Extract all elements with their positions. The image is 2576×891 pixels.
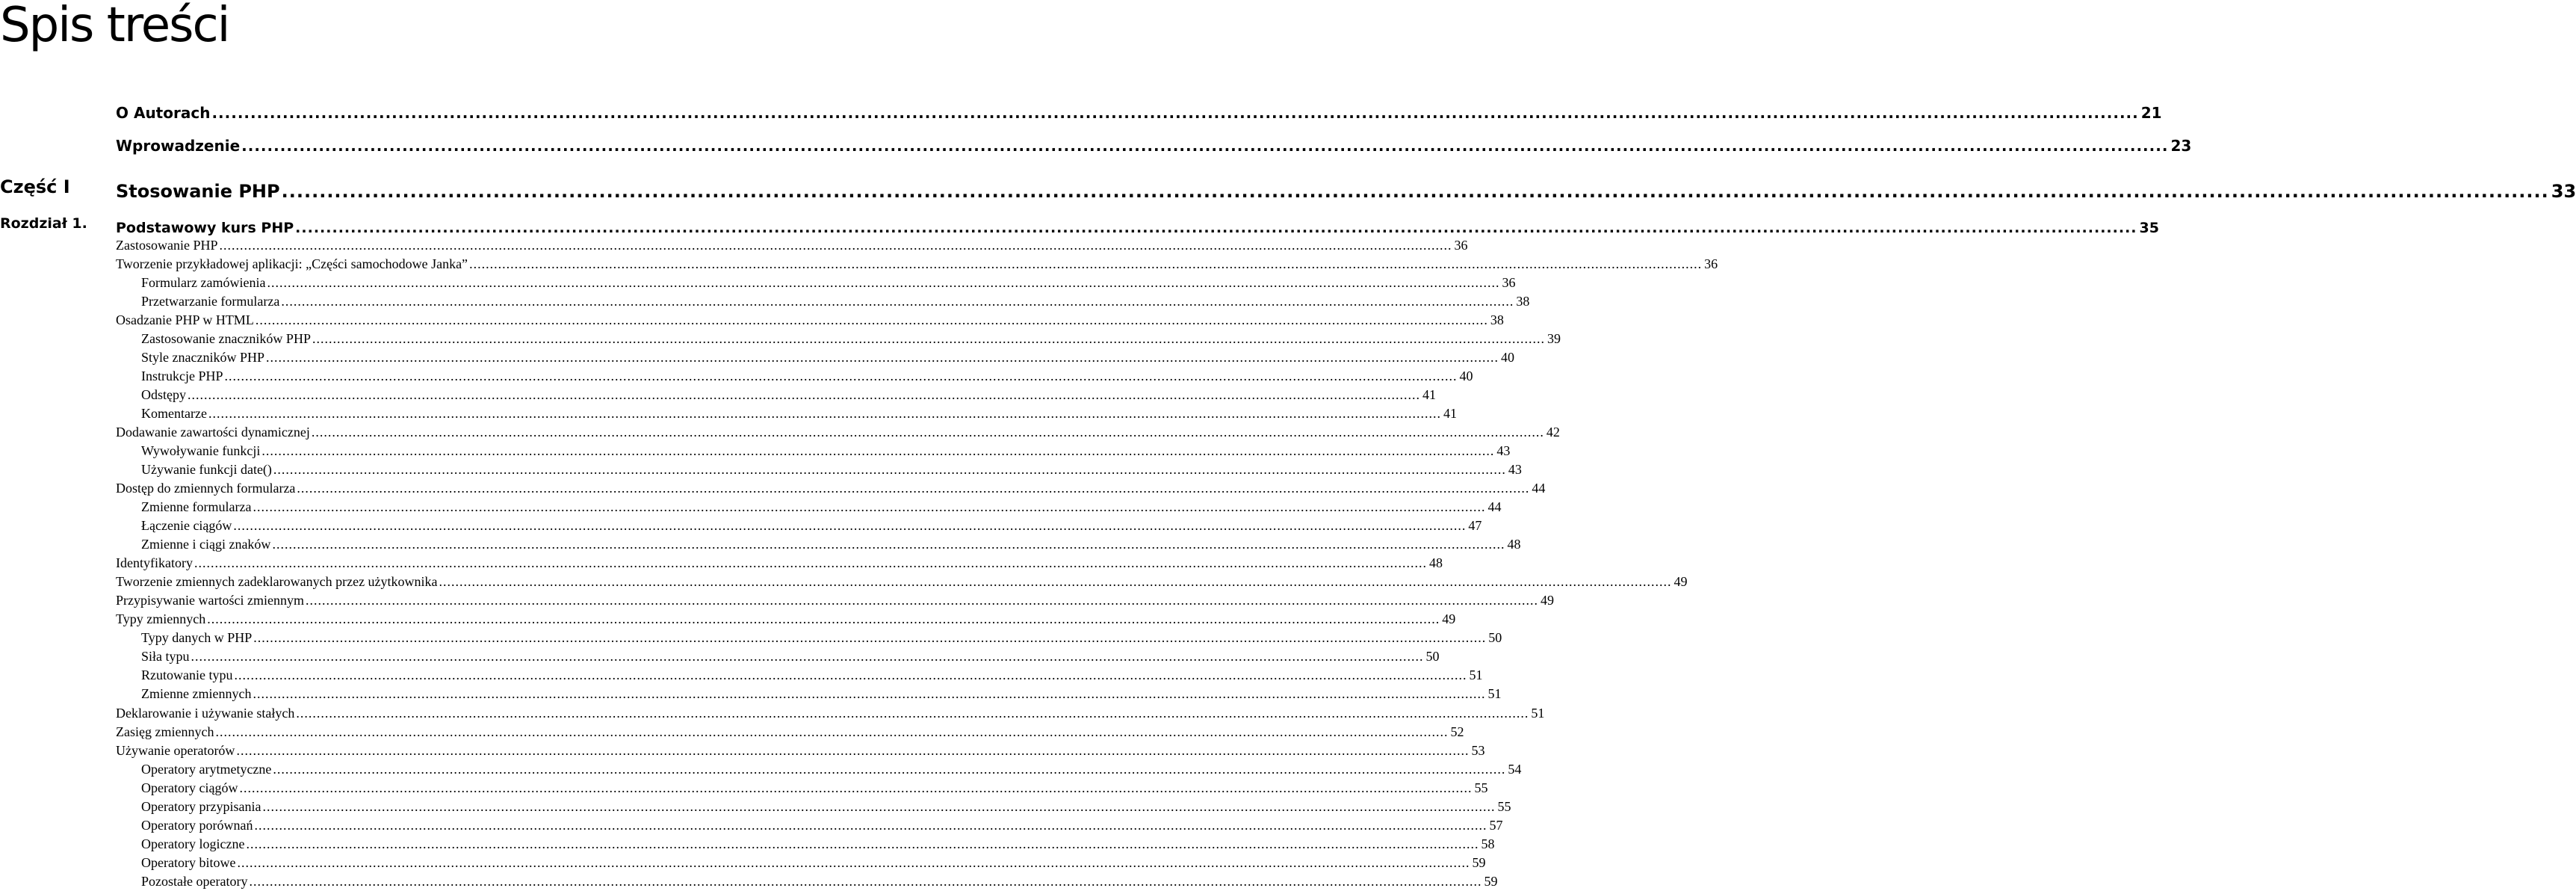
toc-entry-page: 55 <box>1474 780 1488 795</box>
toc-entry-label: Podstawowy kurs PHP <box>116 220 294 236</box>
dot-leader: ............................................................................................................................................................................................................................................................................................................ <box>281 294 1514 309</box>
toc-entry[interactable] <box>141 647 1440 665</box>
toc-entry[interactable] <box>116 254 1718 272</box>
toc-entry-label: Operatory ciągów <box>141 780 238 795</box>
toc-entry-label: Typy zmiennych <box>116 611 206 626</box>
toc-entry[interactable] <box>116 478 1546 496</box>
toc-entry-label: Formularz zamówienia <box>141 275 266 290</box>
dot-leader: ............................................................................................................................................................................................................................................................................................................ <box>273 762 1506 777</box>
toc-entry[interactable] <box>141 273 1516 291</box>
toc-entry-page: 48 <box>1428 555 1443 570</box>
toc-entry-label: Siła typu <box>141 649 190 664</box>
dot-leader: ............................................................................................................................................................................................................................................................................................................ <box>439 574 1672 589</box>
toc-entry-page: 44 <box>1532 481 1546 496</box>
toc-entry[interactable] <box>141 816 1503 833</box>
toc-entry-page: 39 <box>1546 331 1561 346</box>
toc-entry-label: Wprowadzenie <box>116 137 241 155</box>
toc-entry-page: 51 <box>1487 686 1502 701</box>
dot-leader: ............................................................................................................................................................................................................................................................................................................ <box>254 818 1487 833</box>
toc-entry-label: Przypisywanie wartości zmiennym <box>116 593 304 608</box>
dot-leader: ............................................................................................................................................................................................................................................................................................................ <box>208 406 1441 421</box>
toc-entry-label: Używanie operatorów <box>116 743 235 758</box>
part-number: Część I <box>0 176 70 197</box>
dot-leader: ............................................................................................................................................................................................................................................................................................................ <box>237 855 1470 870</box>
toc-entry-label: Rzutowanie typu <box>141 668 233 682</box>
toc-entry[interactable] <box>141 329 1561 347</box>
toc-entry-label: Dostęp do zmiennych formularza <box>116 481 296 496</box>
toc-entry-label: Operatory bitowe <box>141 855 236 870</box>
toc-entry-page: 51 <box>1531 706 1545 721</box>
toc-entry[interactable] <box>116 609 1456 627</box>
toc-entry[interactable] <box>116 553 1443 571</box>
toc-entry-label: Tworzenie przykładowej aplikacji: „Części samochodowe Janka” <box>116 256 468 271</box>
toc-entry[interactable] <box>141 778 1488 796</box>
dot-leader: ............................................................................................................................................................................................................................................................................................................ <box>469 256 1703 271</box>
toc-entry-page: 55 <box>1497 799 1511 814</box>
toc-entry-label: Tworzenie zmiennych zadeklarowanych przez użytkownika <box>116 574 438 589</box>
toc-entry[interactable] <box>141 797 1511 815</box>
toc-entry-label: Identyfikatory <box>116 555 193 570</box>
dot-leader: ............................................................................................................................................................................................................................................................................................................ <box>296 706 1529 721</box>
toc-entry-page: 40 <box>1459 369 1473 383</box>
toc-entry-label: Używanie funkcji date() <box>141 462 272 477</box>
dot-leader: ............................................................................................................................................................................................................................................................................................................ <box>224 369 1458 383</box>
toc-entry[interactable] <box>141 460 1522 478</box>
toc-entry[interactable] <box>141 366 1473 384</box>
toc-entry-wprowadzenie[interactable] <box>116 132 2192 155</box>
dot-leader: ............................................................................................................................................................................................................................................................................................................ <box>246 836 1479 851</box>
dot-leader: ............................................................................................................................................................................................................................................................................................................ <box>295 220 2137 236</box>
dot-leader: ............................................................................................................................................................................................................................................................................................................ <box>249 874 1482 889</box>
toc-entry[interactable] <box>116 741 1485 759</box>
toc-entry-label: Pozostałe operatory <box>141 874 248 889</box>
toc-entry-page: 36 <box>1704 256 1718 271</box>
dot-leader: ............................................................................................................................................................................................................................................................................................................ <box>253 630 1487 645</box>
toc-entry[interactable] <box>141 348 1514 366</box>
dot-leader: ............................................................................................................................................................................................................................................................................................................ <box>211 104 2139 122</box>
toc-entry-page: 33 <box>2551 181 2576 202</box>
dot-leader: ............................................................................................................................................................................................................................................................................................................ <box>233 518 1467 533</box>
toc-entry-label: Stosowanie PHP <box>116 181 280 202</box>
toc-entry-page: 49 <box>1674 574 1688 589</box>
toc-entry-label: Zastosowanie znaczników PHP <box>141 331 311 346</box>
dot-leader: ............................................................................................................................................................................................................................................................................................................ <box>236 743 1470 758</box>
toc-entry-label: Operatory porównań <box>141 818 253 833</box>
toc-entry-label: Odstępy <box>141 387 186 402</box>
toc-entry-page: 35 <box>2139 220 2159 236</box>
toc-entry-label: Wywoływanie funkcji <box>141 443 261 458</box>
toc-entry-page: 59 <box>1484 874 1498 889</box>
dot-leader: ............................................................................................................................................................................................................................................................................................................ <box>273 462 1506 477</box>
toc-entry-page: 48 <box>1507 537 1521 552</box>
toc-entry-page: 52 <box>1450 724 1464 739</box>
toc-entry-page: 57 <box>1489 818 1503 833</box>
toc-entry-label: Komentarze <box>141 406 207 421</box>
dot-leader: ............................................................................................................................................................................................................................................................................................................ <box>272 537 1505 552</box>
dot-leader: ............................................................................................................................................................................................................................................................................................................ <box>253 499 1486 514</box>
toc-entry-label: Zmienne formularza <box>141 499 252 514</box>
toc-entry-page: 36 <box>1502 275 1516 290</box>
toc-entry-page: 43 <box>1508 462 1522 477</box>
toc-entry-page: 40 <box>1500 350 1514 365</box>
toc-entry[interactable] <box>116 235 1468 253</box>
dot-leader: ............................................................................................................................................................................................................................................................................................................ <box>191 649 1424 664</box>
toc-entry-label: Operatory przypisania <box>141 799 261 814</box>
toc-entry-label: Zastosowanie PHP <box>116 238 218 253</box>
toc-entry-label: Zmienne zmiennych <box>141 686 252 701</box>
dot-leader: ............................................................................................................................................................................................................................................................................................................ <box>305 593 1538 608</box>
dot-leader: ............................................................................................................................................................................................................................................................................................................ <box>267 275 1500 290</box>
toc-entry-label: Zasięg zmiennych <box>116 724 214 739</box>
dot-leader: ............................................................................................................................................................................................................................................................................................................ <box>241 137 2169 155</box>
dot-leader: ............................................................................................................................................................................................................................................................................................................ <box>297 481 1530 496</box>
toc-entry-page: 42 <box>1546 425 1560 440</box>
toc-entry[interactable] <box>116 572 1688 590</box>
toc-entry-label: Deklarowanie i używanie stałych <box>116 706 295 721</box>
toc-entry-label: Przetwarzanie formularza <box>141 294 280 309</box>
dot-leader: ............................................................................................................................................................................................................................................................................................................ <box>219 238 1452 253</box>
toc-entry[interactable] <box>116 310 1504 328</box>
toc-entry-page: 59 <box>1472 855 1486 870</box>
dot-leader: ............................................................................................................................................................................................................................................................................................................ <box>253 686 1486 701</box>
toc-entry[interactable] <box>141 872 1498 890</box>
toc-entry-page: 50 <box>1425 649 1440 664</box>
toc-entry[interactable] <box>116 591 1554 608</box>
toc-entry-page: 41 <box>1443 406 1457 421</box>
toc-entry-label: Typy danych w PHP <box>141 630 253 645</box>
toc-entry-page: 49 <box>1540 593 1554 608</box>
toc-entry-label: Osadzanie PHP w HTML <box>116 312 254 327</box>
toc-entry-label: Operatory logiczne <box>141 836 245 851</box>
toc-entry-page: 51 <box>1469 668 1483 682</box>
toc-entry-page: 43 <box>1496 443 1511 458</box>
toc-entry-page: 44 <box>1487 499 1502 514</box>
dot-leader: ............................................................................................................................................................................................................................................................................................................ <box>311 425 1544 440</box>
toc-entry-page: 21 <box>2140 104 2162 122</box>
dot-leader: ............................................................................................................................................................................................................................................................................................................ <box>281 181 2549 202</box>
toc-entry-page: 54 <box>1508 762 1522 777</box>
dot-leader: ............................................................................................................................................................................................................................................................................................................ <box>312 331 1545 346</box>
toc-entry-label: Instrukcje PHP <box>141 369 223 383</box>
toc-entry-page: 47 <box>1468 518 1482 533</box>
dot-leader: ............................................................................................................................................................................................................................................................................................................ <box>255 312 1488 327</box>
toc-entry-page: 38 <box>1490 312 1504 327</box>
toc-entry-part[interactable] <box>116 176 2576 202</box>
toc-entry-label: Operatory arytmetyczne <box>141 762 272 777</box>
chapter-number: Rozdział 1. <box>0 215 87 232</box>
toc-entry-page: 50 <box>1488 630 1502 645</box>
toc-entry-label: O Autorach <box>116 104 211 122</box>
toc-entry[interactable] <box>141 292 1530 309</box>
toc-entry[interactable] <box>141 665 1483 683</box>
toc-entry[interactable] <box>141 516 1482 534</box>
page-title: Spis treści <box>0 0 229 53</box>
toc-entry[interactable] <box>141 497 1502 515</box>
toc-entry-page: 41 <box>1422 387 1436 402</box>
dot-leader: ............................................................................................................................................................................................................................................................................................................ <box>265 350 1499 365</box>
toc-entry[interactable] <box>141 684 1502 702</box>
dot-leader: ............................................................................................................................................................................................................................................................................................................ <box>234 668 1467 682</box>
toc-entry-page: 36 <box>1454 238 1468 253</box>
toc-entry[interactable] <box>116 722 1464 740</box>
dot-leader: ............................................................................................................................................................................................................................................................................................................ <box>193 555 1427 570</box>
toc-entry-label: Zmienne i ciągi znaków <box>141 537 271 552</box>
dot-leader: ............................................................................................................................................................................................................................................................................................................ <box>215 724 1449 739</box>
dot-leader: ............................................................................................................................................................................................................................................................................................................ <box>207 611 1440 626</box>
toc-entry-label: Style znaczników PHP <box>141 350 264 365</box>
toc-entry-chapter[interactable] <box>116 215 2159 236</box>
toc-entry-page: 49 <box>1442 611 1456 626</box>
toc-entry[interactable] <box>116 703 1545 721</box>
dot-leader: ............................................................................................................................................................................................................................................................................................................ <box>188 387 1420 402</box>
dot-leader: ............................................................................................................................................................................................................................................................................................................ <box>262 799 1496 814</box>
dot-leader: ............................................................................................................................................................................................................................................................................................................ <box>261 443 1495 458</box>
toc-entry-page: 53 <box>1471 743 1485 758</box>
dot-leader: ............................................................................................................................................................................................................................................................................................................ <box>239 780 1473 795</box>
toc-entry-page: 23 <box>2170 137 2192 155</box>
toc-entry[interactable] <box>141 853 1486 871</box>
toc-entry[interactable] <box>141 628 1502 646</box>
toc-entry-page: 38 <box>1516 294 1530 309</box>
toc-entry[interactable] <box>141 385 1436 403</box>
toc-entry[interactable] <box>141 834 1495 852</box>
toc-entry[interactable] <box>141 441 1511 459</box>
toc-entry-o-autorach[interactable] <box>116 99 2162 122</box>
toc-entry-label: Łączenie ciągów <box>141 518 232 533</box>
toc-entry[interactable] <box>116 422 1560 440</box>
toc-entry[interactable] <box>141 534 1521 552</box>
toc-entry-page: 58 <box>1481 836 1495 851</box>
toc-entry[interactable] <box>141 759 1522 777</box>
toc-entry-label: Dodawanie zawartości dynamicznej <box>116 425 310 440</box>
toc-entry[interactable] <box>141 404 1457 422</box>
